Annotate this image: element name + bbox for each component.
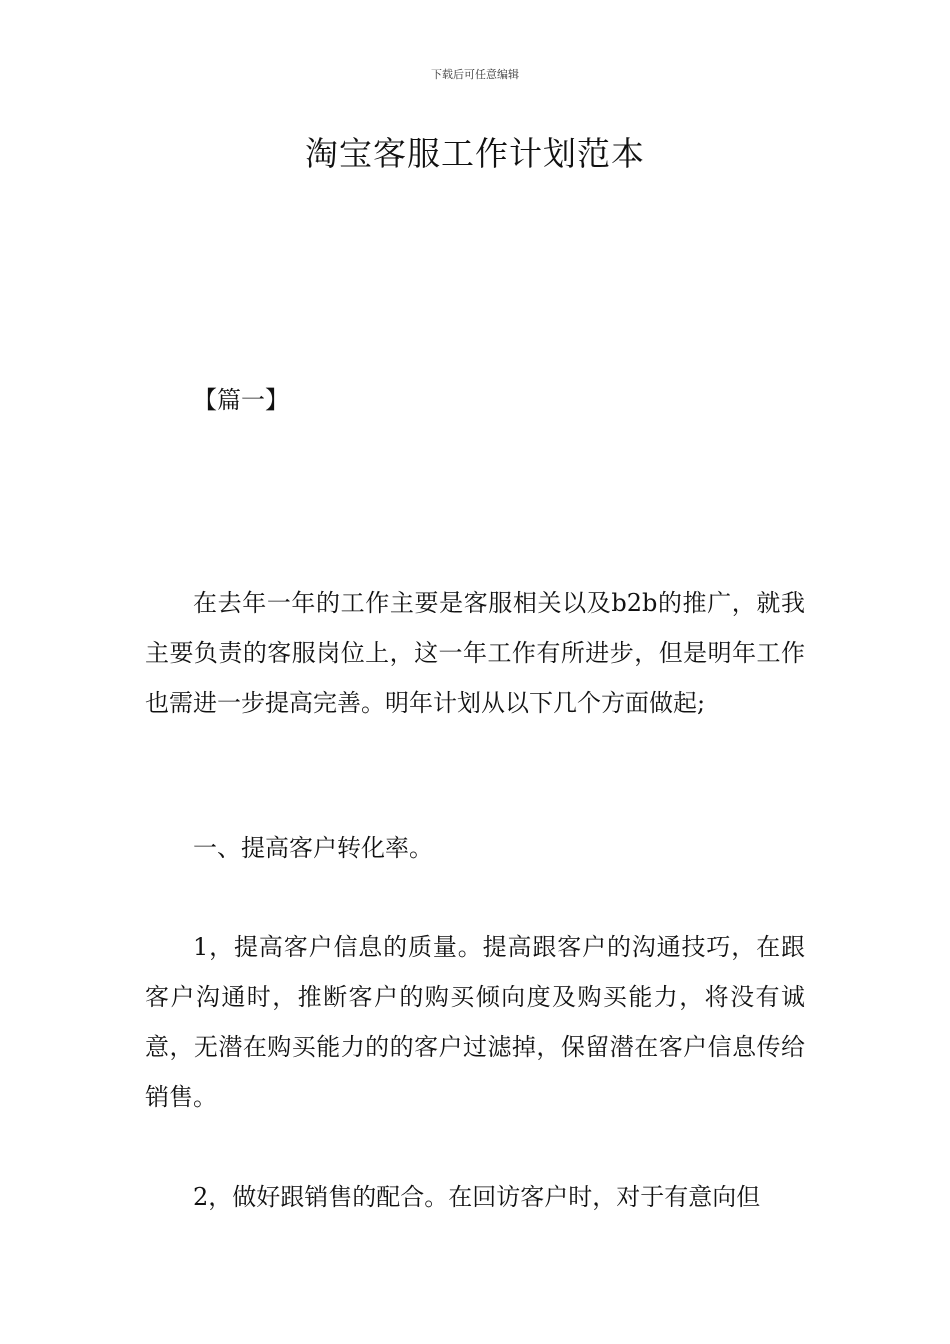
paragraph-heading-1: 一、提高客户转化率。 (193, 834, 433, 862)
paragraph-intro: 在去年一年的工作主要是客服相关以及b2b的推广，就我主要负责的客服岗位上，这一年工作有所进步，但是明年工作也需进一步提高完善。明年计划从以下几个方面做起; (145, 589, 805, 717)
paragraph-item-2: 2，做好跟销售的配合。在回访客户时，对于有意向但 (193, 1183, 761, 1211)
header-note: 下载后可任意编辑 (431, 68, 519, 81)
paragraph-item-1: 1，提高客户信息的质量。提高跟客户的沟通技巧，在跟客户沟通时，推断客户的购买倾向度及购买能力，将没有诚意，无潜在购买能力的的客户过滤掉，保留潜在客户信息传给销售。 (145, 933, 805, 1111)
section-label: 【篇一】 (193, 386, 289, 414)
document-title: 淘宝客服工作计划范本 (305, 134, 645, 173)
